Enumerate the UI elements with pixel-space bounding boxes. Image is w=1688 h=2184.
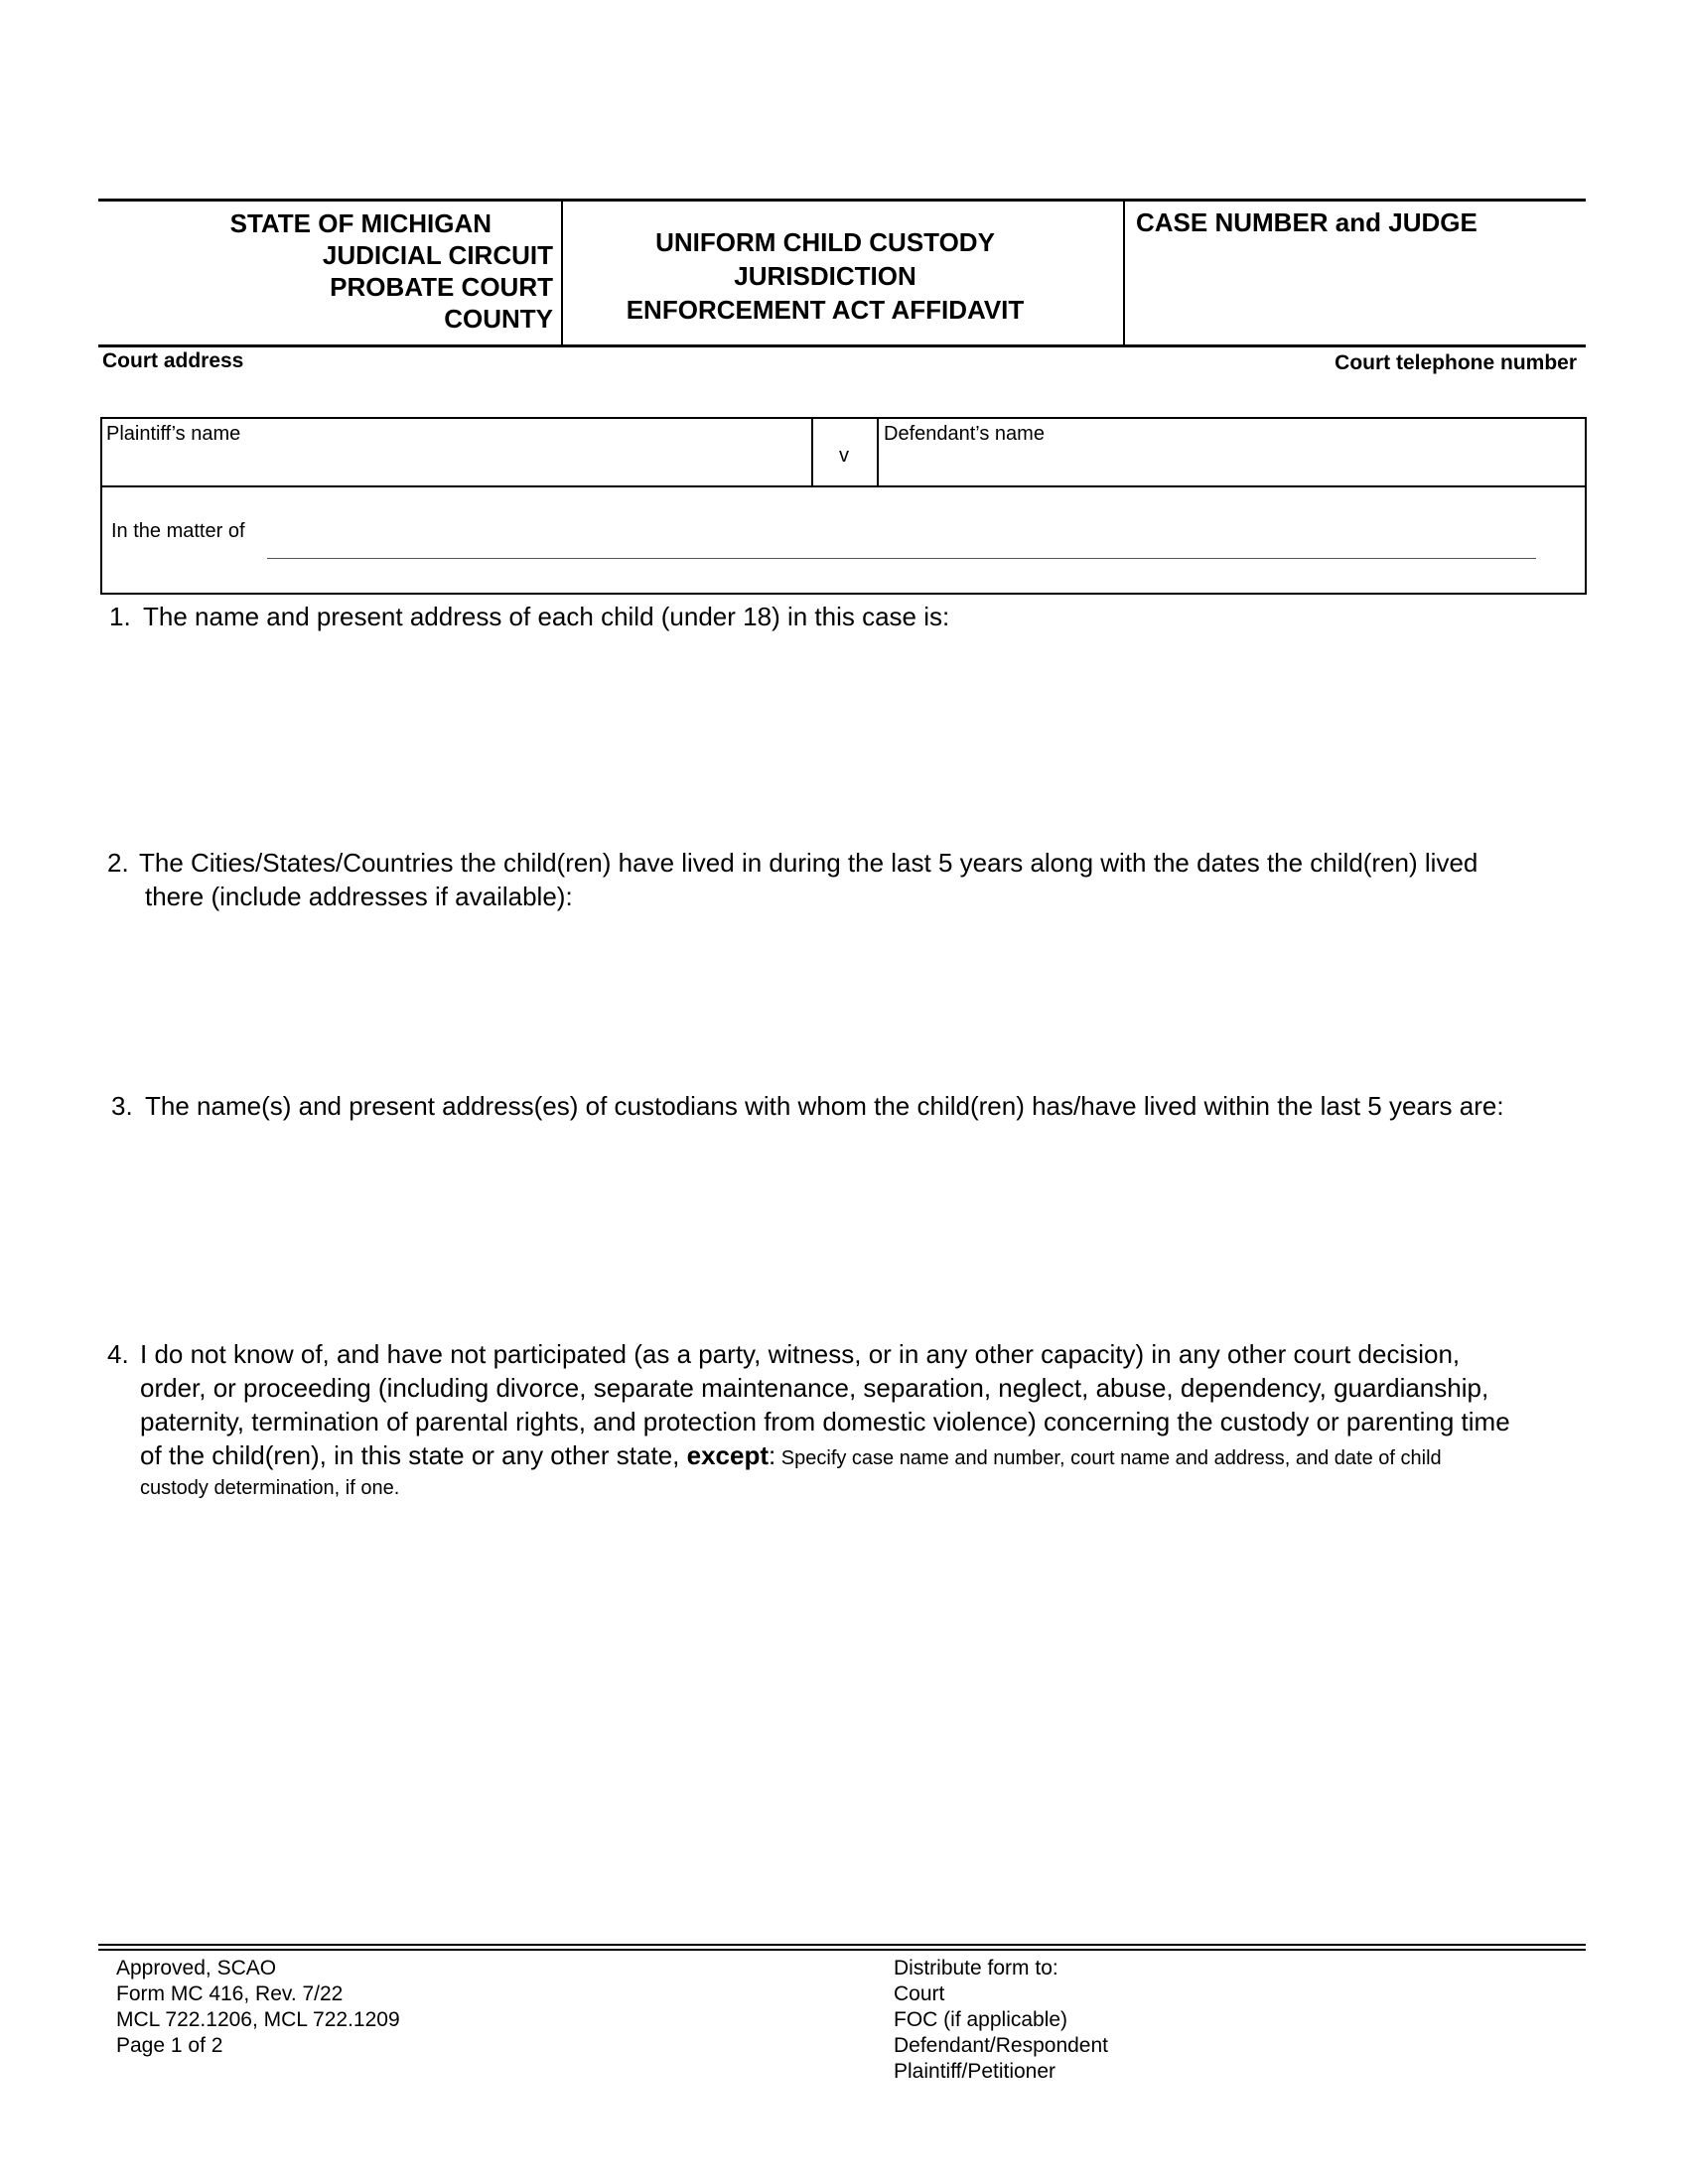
- footer-page-number: Page 1 of 2: [116, 2034, 223, 2057]
- item-2-text-line-2: there (include addresses if available):: [145, 882, 573, 911]
- party-names-row: [102, 419, 1585, 487]
- footer-mcl: MCL 722.1206, MCL 722.1209: [116, 2008, 400, 2031]
- form-title: [561, 225, 1089, 327]
- distribute-foc: FOC (if applicable): [894, 2008, 1068, 2031]
- distribute-plaintiff: Plaintiff/Petitioner: [894, 2060, 1056, 2083]
- item-4-number: 4.: [107, 1339, 129, 1369]
- item-4: [107, 1337, 1510, 1501]
- footer-distribution: [894, 1956, 1108, 2085]
- court-identification: [98, 207, 553, 335]
- item-3: [111, 1089, 1504, 1123]
- item-4-text-line-4: [140, 1438, 1510, 1475]
- item-4-instruction-line-2: custody determination, if one.: [140, 1477, 400, 1499]
- footer-form-info: [116, 1956, 400, 2059]
- item-4-colon: :: [769, 1440, 776, 1470]
- court-address-label: Court address: [102, 349, 244, 372]
- item-2: [107, 846, 1477, 913]
- item-3-number: 3.: [111, 1091, 133, 1121]
- footer-rule-top: [98, 1944, 1586, 1946]
- header-divider-right: [1123, 202, 1125, 344]
- item-4-line-4-start: of the child(ren), in this state or any other state,: [140, 1440, 687, 1470]
- item-4-instruction: Specify case name and number, court name and address, and date of child: [775, 1447, 1442, 1469]
- item-1-text: The name and present address of each child (under 18) in this case is:: [143, 602, 950, 631]
- item-1: [109, 600, 949, 633]
- in-the-matter-of-label: In the matter of: [111, 520, 245, 542]
- court-probate: PROBATE COURT: [330, 272, 553, 302]
- plaintiff-divider: [811, 419, 813, 485]
- item-2-text-line-1: The Cities/States/Countries the child(ren) have lived in during the last 5 years along with the dates the child(ren) lived: [139, 848, 1478, 878]
- case-number-label: CASE NUMBER and JUDGE: [1136, 207, 1477, 237]
- court-telephone-label: Court telephone number: [1335, 351, 1577, 374]
- court-county: COUNTY: [444, 304, 553, 334]
- item-4-body: [107, 1337, 1510, 1501]
- footer-approved: Approved, SCAO: [116, 1957, 277, 1979]
- item-4-except-word: except: [686, 1440, 769, 1470]
- form-title-line-1: UNIFORM CHILD CUSTODY: [655, 227, 995, 257]
- versus-mark: v: [839, 445, 849, 467]
- item-4-text-line-3: paternity, termination of parental rights, and protection from domestic violence) concerning the custody or parenting time: [140, 1407, 1510, 1436]
- parties-box: [100, 417, 1587, 595]
- defendant-divider: [877, 419, 879, 485]
- item-4-text-line-2: order, or proceeding (including divorce, separate maintenance, separation, neglect, abuse, dependency, guardianship,: [140, 1373, 1489, 1403]
- plaintiff-name-label: Plaintiff’s name: [106, 423, 241, 445]
- footer-rule-bottom: [98, 1949, 1586, 1951]
- item-4-text-line-1: I do not know of, and have not participated (as a party, witness, or in any other capacity) in any other court decision,: [140, 1339, 1461, 1369]
- distribute-title: Distribute form to:: [894, 1957, 1058, 1979]
- form-title-line-3: ENFORCEMENT ACT AFFIDAVIT: [626, 295, 1025, 325]
- footer-form-number: Form MC 416, Rev. 7/22: [116, 1982, 344, 2005]
- distribute-defendant: Defendant/Respondent: [894, 2034, 1108, 2057]
- item-2-number: 2.: [107, 848, 129, 878]
- item-3-text: The name(s) and present address(es) of custodians with whom the child(ren) has/have lived within the last 5 years are:: [145, 1091, 1504, 1121]
- item-1-number: 1.: [109, 602, 131, 631]
- in-the-matter-of-line: [267, 558, 1536, 559]
- form-header: [98, 199, 1586, 347]
- form-title-line-2: JURISDICTION: [734, 261, 916, 291]
- court-state: STATE OF MICHIGAN: [229, 208, 492, 238]
- defendant-name-label: Defendant’s name: [884, 423, 1045, 445]
- court-circuit: JUDICIAL CIRCUIT: [322, 240, 553, 270]
- distribute-court: Court: [894, 1982, 945, 2005]
